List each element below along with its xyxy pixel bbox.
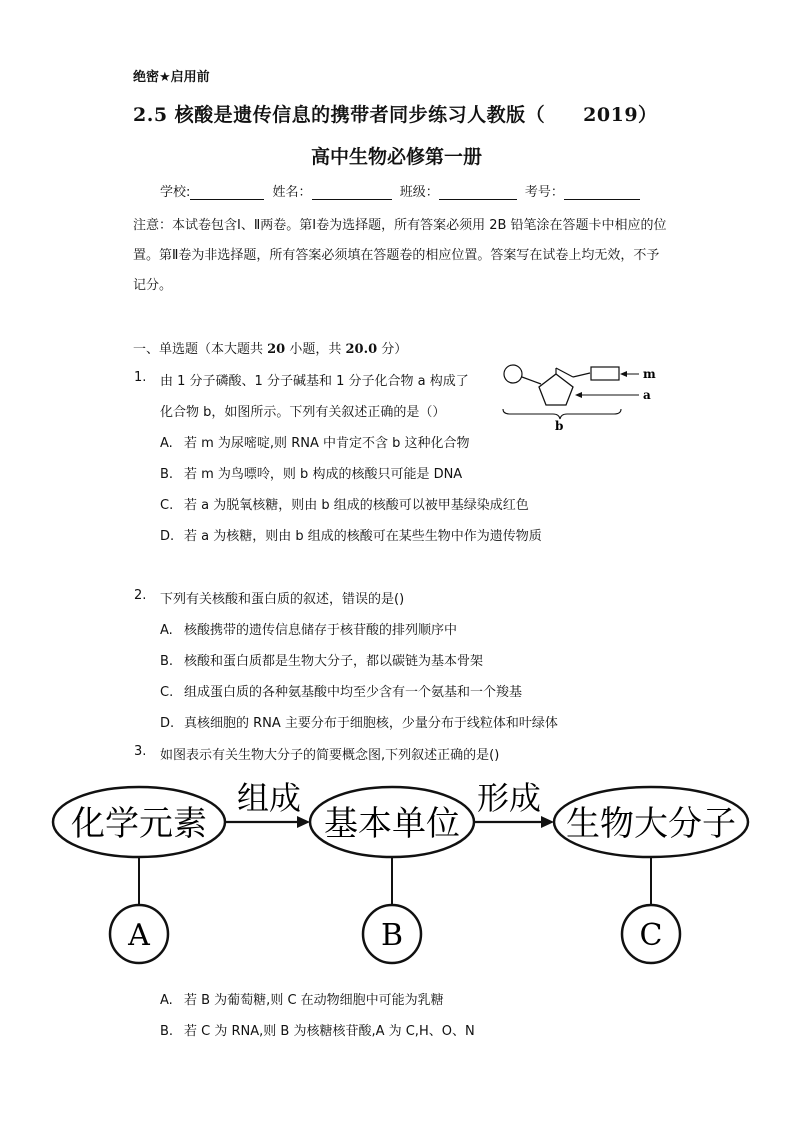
base-rectangle <box>591 367 619 380</box>
section-prefix: 一、单选题（本大题共 <box>133 342 268 357</box>
arrow-compose-head <box>297 816 310 828</box>
question-2-option-c[interactable]: C. 组成蛋白质的各种氨基酸中均至少含有一个氨基和一个羧基 <box>160 685 523 700</box>
section-count: 20 <box>267 342 286 357</box>
question-1-stem-line2: 化合物 b，如图所示。下列有关叙述正确的是（） <box>160 405 446 420</box>
title-year: 2019） <box>583 104 658 126</box>
arrow-compose-label: 组成 <box>236 779 302 817</box>
school-blank[interactable] <box>190 185 264 200</box>
phosphate-circle <box>504 365 522 383</box>
exam-no-label: 考号： <box>524 185 564 200</box>
notice-text: 注意：本试卷包含Ⅰ、Ⅱ两卷。第Ⅰ卷为选择题，所有答案必须用 2B 铅笔涂在答题卡中相应的位置。第Ⅱ卷为非选择题，所有答案必须填在答题卷的相应位置。答案写在试卷上均无效，不予记分。 <box>133 218 667 293</box>
label-a: a <box>643 388 651 402</box>
name-blank[interactable] <box>312 185 392 200</box>
sugar-base-bond-2 <box>573 373 590 377</box>
label-m: m <box>643 367 656 381</box>
section-score: 20.0 <box>345 342 378 357</box>
node-macromolecule-label: 生物大分子 <box>566 804 736 844</box>
school-label: 学校: <box>160 185 191 200</box>
question-2-stem: 下列有关核酸和蛋白质的叙述，错误的是() <box>160 592 405 607</box>
brace-b <box>503 409 621 419</box>
exam-no-blank[interactable] <box>564 185 640 200</box>
arrow-a-head <box>575 392 582 398</box>
node-basic-unit-label: 基本单位 <box>324 804 460 844</box>
concept-diagram <box>40 775 760 975</box>
question-2-option-d[interactable]: D. 真核细胞的 RNA 主要分布于细胞核，少量分布于线粒体和叶绿体 <box>160 716 558 731</box>
question-3-number: 3. <box>134 744 147 759</box>
arrow-form-label: 形成 <box>476 779 542 817</box>
arrow-m-head <box>620 371 627 377</box>
sugar-pentagon <box>539 374 573 405</box>
section-middle: 小题，共 <box>285 342 346 357</box>
question-3-option-a[interactable]: A. 若 B 为葡萄糖,则 C 在动物细胞中可能为乳糖 <box>160 993 444 1008</box>
question-1-number: 1. <box>134 370 147 385</box>
question-2-number: 2. <box>134 588 147 603</box>
circle-b-label: B <box>380 918 404 953</box>
section-suffix: 分） <box>377 342 408 357</box>
question-3-stem: 如图表示有关生物大分子的简要概念图,下列叙述正确的是() <box>160 748 500 763</box>
node-chemical-elements-label: 化学元素 <box>71 804 207 844</box>
nucleotide-figure <box>498 360 668 432</box>
page-title-line1 <box>133 100 658 127</box>
circle-c-label: C <box>639 918 663 953</box>
question-1-option-b[interactable]: B. 若 m 为鸟嘌呤，则 b 构成的核酸只可能是 DNA <box>160 467 463 482</box>
question-1-option-c[interactable]: C. 若 a 为脱氧核糖，则由 b 组成的核酸可以被甲基绿染成红色 <box>160 498 529 513</box>
question-2-option-b[interactable]: B. 核酸和蛋白质都是生物大分子，都以碳链为基本骨架 <box>160 654 484 669</box>
question-3-option-b[interactable]: B. 若 C 为 RNA,则 B 为核糖核苷酸,A 为 C,H、O、N <box>160 1024 475 1039</box>
class-blank[interactable] <box>439 185 517 200</box>
class-label: 班级： <box>399 185 439 200</box>
question-1-option-d[interactable]: D. 若 a 为核糖，则由 b 组成的核酸可在某些生物中作为遗传物质 <box>160 529 542 544</box>
arrow-form-head <box>541 816 554 828</box>
section-header <box>133 338 407 357</box>
phosphate-bond <box>522 377 541 384</box>
label-b: b <box>555 419 564 432</box>
circle-a-label: A <box>128 918 150 953</box>
name-label: 姓名： <box>272 185 312 200</box>
question-2-option-a[interactable]: A. 核酸携带的遗传信息储存于核苷酸的排列顺序中 <box>160 623 458 638</box>
page-title-line2: 高中生物必修第一册 <box>310 146 482 168</box>
question-1-option-a[interactable]: A. 若 m 为尿嘧啶,则 RNA 中肯定不含 b 这种化合物 <box>160 436 470 451</box>
secret-label: 绝密★启用前 <box>133 70 210 85</box>
question-1-stem-line1: 由 1 分子磷酸、1 分子碱基和 1 分子化合物 a 构成了 <box>160 374 469 389</box>
info-fields <box>160 181 644 200</box>
title-text: 2.5 核酸是遗传信息的携带者同步练习人教版（ <box>133 104 546 126</box>
